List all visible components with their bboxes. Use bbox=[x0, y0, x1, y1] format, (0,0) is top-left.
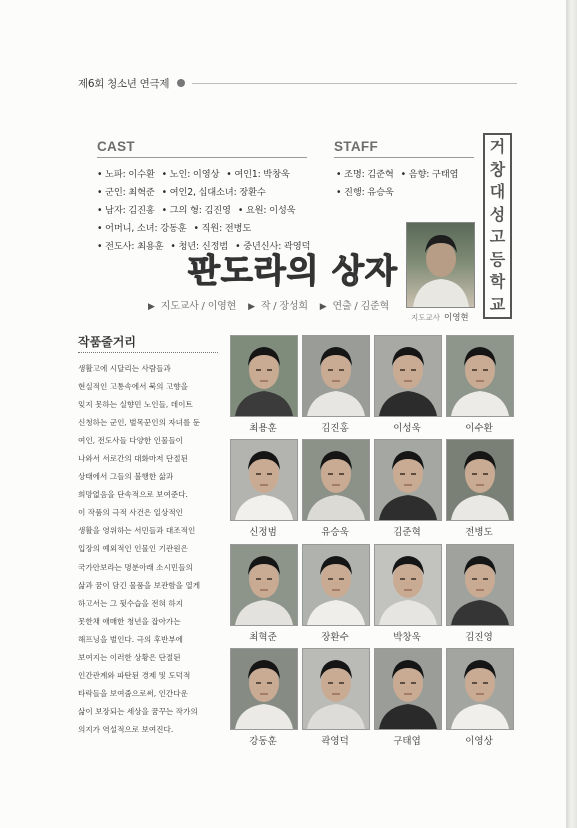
synopsis-line: 의지가 역설적으로 보여진다. bbox=[78, 724, 174, 734]
actor-name: 곽영덕 bbox=[321, 736, 349, 747]
cast-entry: • 여인1: 박창욱 bbox=[226, 169, 290, 180]
synopsis-line: 삶과 꿈이 담긴 물품을 보관함을 열게 bbox=[78, 580, 201, 590]
director-caption bbox=[411, 311, 469, 323]
header-bullet-icon bbox=[177, 79, 185, 87]
portrait-icon bbox=[375, 440, 441, 520]
actor-photo bbox=[302, 648, 370, 730]
portrait-icon bbox=[231, 440, 297, 520]
triangle-marker-icon: ▶ bbox=[248, 302, 255, 312]
cast-entry: • 요원: 이성욱 bbox=[237, 205, 296, 216]
synopsis-line: 보여지는 이러한 상황은 단절된 bbox=[78, 652, 181, 662]
cast-entry: • 여인2, 십대소녀: 장환수 bbox=[161, 187, 266, 198]
actor-name: 장환수 bbox=[321, 632, 349, 643]
school-char: 학 bbox=[489, 272, 506, 292]
cast-rule bbox=[97, 157, 307, 158]
byline-item bbox=[248, 301, 314, 312]
school-char: 등 bbox=[489, 249, 506, 269]
synopsis-text bbox=[78, 360, 220, 739]
cast-entry: • 노인: 이영상 bbox=[161, 169, 220, 180]
portrait-icon bbox=[231, 545, 297, 625]
synopsis-line: 상태에서 그들의 불행한 삶과 bbox=[78, 472, 174, 482]
synopsis-rule bbox=[78, 352, 218, 353]
actor-name: 김준혁 bbox=[393, 527, 421, 538]
actor-photo bbox=[302, 335, 370, 417]
synopsis-line: 타락들을 보여줌으로써, 인간다운 bbox=[78, 688, 188, 698]
actor-photo bbox=[230, 439, 298, 521]
cast-entry: • 남자: 김진홍 bbox=[97, 205, 155, 216]
cast-entry: • 청년: 신정범 bbox=[170, 241, 229, 252]
synopsis-line: 생활을 영위하는 서민들과 대조적인 bbox=[78, 526, 196, 536]
actor-photo bbox=[446, 439, 514, 521]
actor-name: 이수환 bbox=[465, 423, 493, 434]
actor-photo bbox=[446, 335, 514, 417]
portrait-icon bbox=[447, 649, 513, 729]
school-char: 성 bbox=[489, 204, 506, 224]
actor-name: 구태엽 bbox=[393, 736, 421, 747]
credits-byline bbox=[148, 297, 401, 312]
triangle-marker-icon: ▶ bbox=[319, 302, 327, 312]
actor-name: 유승욱 bbox=[321, 527, 349, 538]
staff-heading: STAFF bbox=[334, 139, 378, 154]
actor-photo bbox=[230, 648, 298, 730]
portrait-icon bbox=[303, 336, 369, 416]
festival-title: 제6회 청소년 연극제 bbox=[78, 78, 170, 90]
actor-name: 전병도 bbox=[465, 527, 493, 538]
portrait-icon bbox=[447, 545, 513, 625]
cast-row bbox=[97, 166, 297, 180]
actor-name: 김진영 bbox=[465, 632, 493, 643]
staff-entry: • 조명: 김준혁 bbox=[336, 169, 394, 180]
synopsis-line: 하고서는 그 뒷수습을 전혀 하지 bbox=[78, 598, 184, 608]
portrait-icon bbox=[375, 545, 441, 625]
portrait-icon bbox=[303, 440, 369, 520]
portrait-icon bbox=[447, 440, 513, 520]
actor-photo bbox=[230, 544, 298, 626]
actor-name: 최혁준 bbox=[249, 632, 277, 643]
synopsis-line: 잊지 못하는 실향민 노인들, 데이트 bbox=[78, 400, 193, 410]
staff-entry: • 음향: 구태엽 bbox=[400, 169, 459, 180]
cast-entry: • 노파: 이수환 bbox=[97, 169, 155, 180]
portrait-icon bbox=[303, 545, 369, 625]
byline-text: 연출 / 김준혁 bbox=[332, 301, 389, 312]
school-char: 창 bbox=[489, 159, 506, 179]
play-title: 판도라의 상자 bbox=[188, 251, 398, 290]
header-rule bbox=[192, 83, 517, 84]
actor-photo bbox=[446, 544, 514, 626]
synopsis-line: 해프닝을 벌인다. 극의 후반부에 bbox=[78, 634, 184, 644]
portrait-icon bbox=[375, 649, 441, 729]
actor-name: 이성욱 bbox=[393, 423, 421, 434]
synopsis-line: 입장의 예외적인 인물인 기관원은 bbox=[78, 544, 188, 554]
cast-row bbox=[97, 202, 302, 216]
actor-name: 신정범 bbox=[249, 527, 277, 538]
synopsis-line: 나와서 서로간의 대화마저 단절된 bbox=[78, 454, 188, 464]
cast-heading: CAST bbox=[97, 139, 135, 154]
staff-rule bbox=[334, 157, 474, 158]
synopsis-line: 국가안보라는 명분아래 소시민들의 bbox=[78, 562, 193, 572]
school-char: 거 bbox=[489, 137, 506, 156]
actor-photo bbox=[302, 439, 370, 521]
staff-row bbox=[336, 184, 401, 198]
synopsis-line: 인간관계와 파탄된 경제 및 도덕적 bbox=[78, 670, 191, 680]
portrait-icon bbox=[447, 336, 513, 416]
school-char: 대 bbox=[489, 182, 506, 202]
synopsis-line: 못한채 애매한 청년을 잡아가는 bbox=[78, 616, 181, 626]
school-char: 교 bbox=[489, 294, 506, 314]
director-portrait-icon bbox=[407, 223, 474, 307]
portrait-icon bbox=[231, 649, 297, 729]
cast-row bbox=[97, 220, 258, 234]
byline-item bbox=[148, 301, 242, 312]
portrait-icon bbox=[231, 336, 297, 416]
actor-photo bbox=[374, 648, 442, 730]
cast-entry: • 직원: 전병도 bbox=[193, 223, 252, 234]
cast-entry: • 그의 형: 김진영 bbox=[161, 205, 231, 216]
cast-entry: • 중년신사: 곽영덕 bbox=[235, 241, 311, 252]
actor-photo bbox=[302, 544, 370, 626]
actor-photo bbox=[374, 439, 442, 521]
director-photo bbox=[406, 222, 475, 308]
actor-name: 강동훈 bbox=[249, 736, 277, 747]
synopsis-line: 삶이 보장되는 세상을 꿈꾸는 작가의 bbox=[78, 706, 198, 716]
school-char: 고 bbox=[489, 227, 506, 247]
actor-photo bbox=[446, 648, 514, 730]
synopsis-line: 현실적인 고통속에서 북의 고향을 bbox=[78, 382, 188, 392]
actor-name: 박창욱 bbox=[393, 632, 421, 643]
synopsis-line: 희망없음을 단속적으로 보여준다. bbox=[78, 490, 188, 500]
actor-name: 이영상 bbox=[465, 736, 493, 747]
synopsis-line: 신청하는 군인, 벌목꾼인의 자녀를 둔 bbox=[78, 418, 201, 428]
portrait-icon bbox=[303, 649, 369, 729]
synopsis-line: 생활고에 시달리는 사람들과 bbox=[78, 364, 171, 373]
actor-photo bbox=[230, 335, 298, 417]
staff-row bbox=[336, 166, 465, 180]
triangle-marker-icon: ▶ bbox=[148, 302, 155, 312]
byline-text: 작 / 장성희 bbox=[260, 301, 308, 312]
actor-name: 김진홍 bbox=[321, 423, 349, 434]
page-spine bbox=[566, 0, 577, 828]
portrait-icon bbox=[375, 336, 441, 416]
cast-entry: • 어머니, 소녀: 강동훈 bbox=[97, 223, 187, 234]
actor-photo bbox=[374, 544, 442, 626]
actor-photo bbox=[374, 335, 442, 417]
school-name-vertical bbox=[483, 133, 512, 319]
byline-text: 지도교사 / 이영현 bbox=[160, 301, 237, 312]
director-name: 이영현 bbox=[443, 313, 469, 323]
synopsis-line: 이 작품의 극적 사건은 일상적인 bbox=[78, 508, 184, 518]
cast-entry: • 전도사: 최용훈 bbox=[97, 241, 164, 252]
synopsis-heading: 작품줄거리 bbox=[78, 335, 136, 349]
director-role: 지도교사 bbox=[411, 313, 440, 322]
actor-name: 최용훈 bbox=[249, 423, 277, 434]
byline-item bbox=[320, 301, 395, 312]
cast-row bbox=[97, 184, 273, 198]
staff-entry: • 진행: 유승욱 bbox=[336, 187, 394, 198]
synopsis-line: 여인, 전도사들 다양한 인물들이 bbox=[78, 436, 184, 446]
cast-entry: • 군인: 최혁준 bbox=[97, 187, 155, 198]
